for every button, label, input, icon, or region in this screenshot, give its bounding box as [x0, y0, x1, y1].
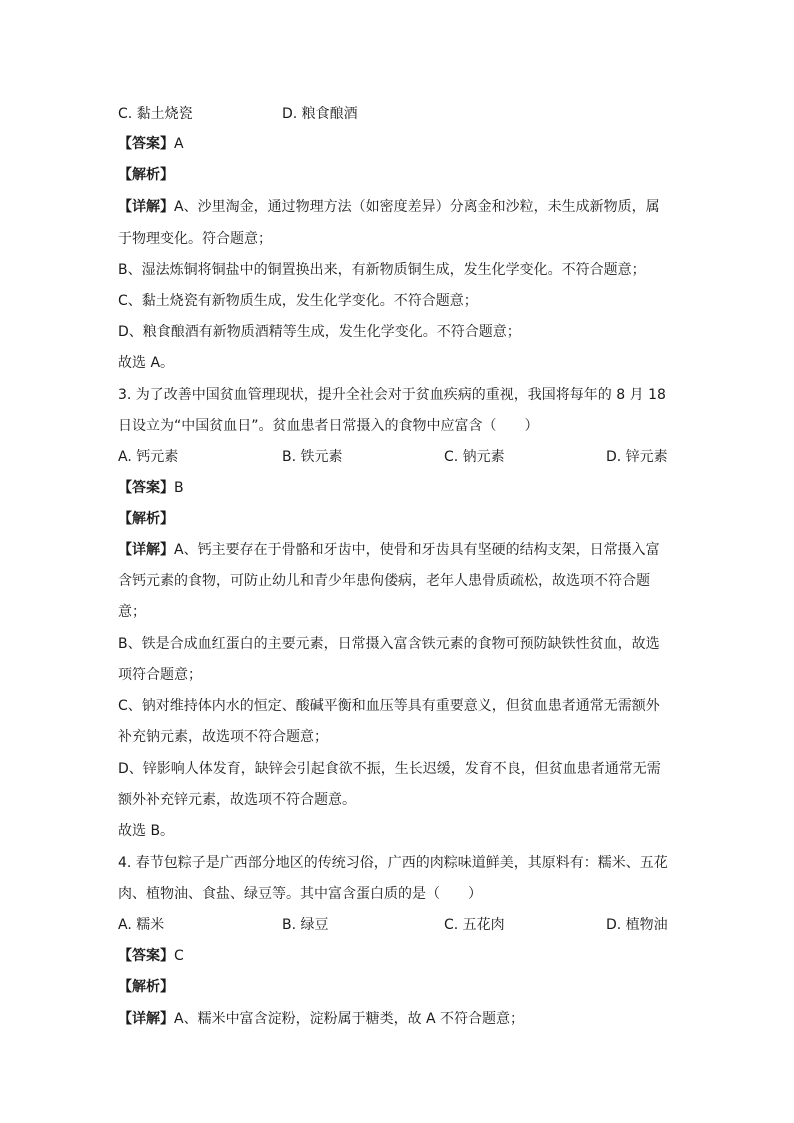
q2-conclusion: 故选 A。	[118, 355, 175, 371]
q3-detail-line: B、铁是合成血红蛋白的主要元素，日常摄入富含铁元素的食物可预防缺铁性贫血，故选	[118, 636, 660, 652]
answer-value: A	[174, 136, 184, 152]
q3-option-c: C. 钠元素	[444, 449, 505, 465]
q2-answer-line	[118, 134, 184, 154]
detail-label: 【详解】	[118, 199, 174, 215]
q4-stem-line: 肉、植物油、食盐、绿豆等。其中富含蛋白质的是（ ）	[118, 886, 482, 902]
q3-detail-line: 项符合题意；	[118, 667, 202, 683]
q3-option-d: D. 锌元素	[606, 449, 668, 465]
detail-text: A、糯米中富含淀粉，淀粉属于糖类，故 A 不符合题意；	[174, 1011, 525, 1027]
detail-text: A、沙里淘金，通过物理方法（如密度差异）分离金和沙粒，未生成新物质，属	[174, 199, 660, 215]
q4-option-a: A. 糯米	[118, 917, 165, 933]
q4-answer-line	[118, 946, 184, 966]
q4-option-c: C. 五花肉	[444, 917, 505, 933]
q3-detail-line: 含钙元素的食物，可防止幼儿和青少年患佝偻病，老年人患骨质疏松，故选项不符合题	[118, 573, 650, 589]
q3-option-b: B. 铁元素	[282, 449, 343, 465]
answer-value: C	[174, 948, 184, 964]
q2-detail-line	[118, 197, 660, 217]
q2-option-c: C. 黏土烧瓷	[118, 106, 193, 122]
q2-analysis-label: 【解析】	[118, 167, 174, 183]
q4-option-b: B. 绿豆	[282, 917, 329, 933]
q3-detail-line: 意；	[118, 604, 146, 620]
q2-detail-line: B、湿法炼铜将铜盐中的铜置换出来，有新物质铜生成，发生化学变化。不符合题意；	[118, 262, 646, 278]
q3-detail-line: 补充钠元素，故选项不符合题意；	[118, 729, 328, 745]
q3-detail-line	[118, 540, 660, 560]
q2-option-d: D. 粮食酿酒	[282, 106, 358, 122]
detail-text: A、钙主要存在于骨骼和牙齿中，使骨和牙齿具有坚硬的结构支架，日常摄入富	[174, 542, 660, 558]
q4-option-d: D. 植物油	[606, 917, 668, 933]
q3-stem-line: 3. 为了改善中国贫血管理现状，提升全社会对于贫血疾病的重视，我国将每年的 8 月 18	[118, 387, 666, 403]
answer-label: 【答案】	[118, 480, 174, 496]
q3-analysis-label: 【解析】	[118, 511, 174, 527]
q3-stem-line: 日设立为“中国贫血日”。贫血患者日常摄入的食物中应富含（ ）	[118, 418, 539, 434]
q2-detail-line: D、粮食酿酒有新物质酒精等生成，发生化学变化。不符合题意；	[118, 324, 521, 340]
answer-label: 【答案】	[118, 948, 174, 964]
detail-label: 【详解】	[118, 1011, 174, 1027]
q3-detail-line: C、钠对维持体内水的恒定、酸碱平衡和血压等具有重要意义，但贫血患者通常无需额外	[118, 698, 660, 714]
q3-conclusion: 故选 B。	[118, 823, 175, 839]
answer-label: 【答案】	[118, 136, 174, 152]
q4-stem-line: 4. 春节包粽子是广西部分地区的传统习俗，广西的肉粽味道鲜美，其原料有：糯米、五花	[118, 855, 668, 871]
q3-detail-line: D、锌影响人体发育，缺锌会引起食欲不振，生长迟缓，发育不良，但贫血患者通常无需	[118, 761, 661, 777]
detail-label: 【详解】	[118, 542, 174, 558]
q4-detail-line	[118, 1009, 524, 1029]
q3-option-a: A. 钙元素	[118, 449, 179, 465]
q2-detail-line: 于物理变化。符合题意；	[118, 231, 272, 247]
answer-value: B	[174, 480, 184, 496]
q2-detail-line: C、黏土烧瓷有新物质生成，发生化学变化。不符合题意；	[118, 293, 478, 309]
q4-analysis-label: 【解析】	[118, 979, 174, 995]
q3-detail-line: 额外补充锌元素，故选项不符合题意。	[118, 792, 356, 808]
q3-answer-line	[118, 478, 184, 498]
